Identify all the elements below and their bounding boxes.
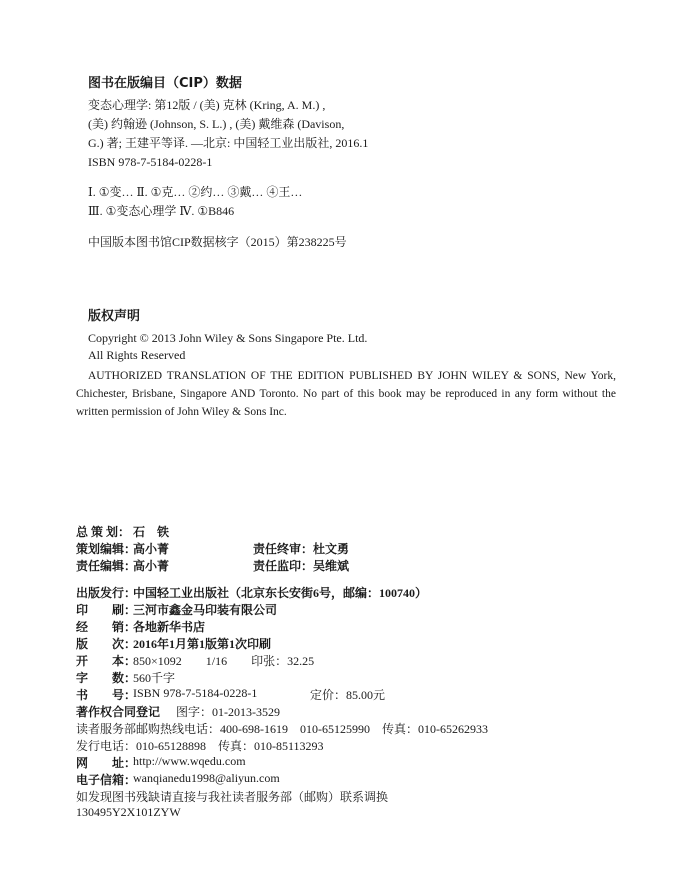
copyright-line: Copyright © 2013 John Wiley & Sons Singapore Pte. Ltd. xyxy=(88,331,368,345)
email-link[interactable]: wanqianedu1998@aliyun.com xyxy=(133,771,280,785)
chief-planner-value: 石 铁 xyxy=(133,525,170,539)
sales-phone-line: 发行电话：010-65128898 传真：010-85113293 xyxy=(76,739,324,753)
cip-number: 中国版本图书馆CIP数据核字（2015）第238225号 xyxy=(88,235,347,249)
rights-reserved-line: All Rights Reserved xyxy=(88,348,186,362)
website-link[interactable]: http://www.wqedu.com xyxy=(133,754,246,768)
planning-editor-label: 策划编辑： xyxy=(76,542,137,556)
word-count-label: 字 数： xyxy=(76,671,137,685)
book-code: 130495Y2X101ZYW xyxy=(76,805,181,819)
format-label: 开 本： xyxy=(76,654,137,668)
copyright-registration-value: 图字：01-2013-3529 xyxy=(176,705,280,719)
publisher-label: 出版发行： xyxy=(76,586,137,600)
format-value: 850×1092 1/16 印张：32.25 xyxy=(133,654,315,668)
cip-line-1: 变态心理学: 第12版 / (美) 克林 (Kring, A. M.) , xyxy=(88,98,326,112)
isbn-value: ISBN 978-7-5184-0228-1 xyxy=(133,686,258,700)
cip-line-3: G.) 著; 王建平等译. —北京: 中国轻工业出版社, 2016.1 xyxy=(88,136,369,150)
edition-value: 2016年1月第1版第1次印刷 xyxy=(133,637,272,651)
responsible-editor-value: 高小菁 xyxy=(133,559,170,573)
website-label: 网 址： xyxy=(76,756,137,770)
distributor-label: 经 销： xyxy=(76,620,137,634)
defect-notice: 如发现图书残缺请直接与我社读者服务部（邮购）联系调换 xyxy=(76,790,389,804)
copyright-heading: 版权声明 xyxy=(88,309,141,324)
price: 定价：85.00元 xyxy=(310,688,386,702)
cip-classification-2: Ⅲ. ①变态心理学 Ⅳ. ①B846 xyxy=(88,204,235,218)
planning-editor-value: 高小菁 xyxy=(133,542,170,556)
reader-service-line: 读者服务部邮购热线电话：400-698-1619 010-65125990 传真：010-65262933 xyxy=(76,722,488,736)
cip-isbn: ISBN 978-7-5184-0228-1 xyxy=(88,155,213,169)
responsible-editor-label: 责任编辑： xyxy=(76,559,137,573)
supervision-value: 吴维斌 xyxy=(313,559,350,573)
distributor-value: 各地新华书店 xyxy=(133,620,206,634)
copyright-registration-label: 著作权合同登记 xyxy=(76,705,161,719)
printer-label: 印 刷： xyxy=(76,603,137,617)
copyright-paragraph: AUTHORIZED TRANSLATION OF THE EDITION PUBLISHED BY JOHN WILEY & SONS, New York, Chichester, Brisbane, Singapore AND Toronto. No part of this book may be reproduced in any form without the written permission of John Wiley & Sons Inc. xyxy=(76,370,616,418)
isbn-label: 书 号： xyxy=(76,688,137,702)
email-label: 电子信箱： xyxy=(76,773,137,787)
final-review-label: 责任终审： xyxy=(253,542,314,556)
word-count-value: 560千字 xyxy=(133,671,176,685)
edition-label: 版 次： xyxy=(76,637,137,651)
supervision-label: 责任监印： xyxy=(253,559,314,573)
cip-heading: 图书在版编目（CIP）数据 xyxy=(88,76,242,91)
chief-planner-label: 总 策 划： xyxy=(76,525,131,539)
cip-line-2: (美) 约翰逊 (Johnson, S. L.) , (美) 戴维森 (Davison, xyxy=(88,117,345,131)
printer-value: 三河市鑫金马印装有限公司 xyxy=(133,603,278,617)
publisher-value: 中国轻工业出版社（北京东长安街6号，邮编：100740） xyxy=(133,586,428,600)
cip-classification-1: Ⅰ. ①变… Ⅱ. ①克… ②约… ③戴… ④王… xyxy=(88,185,303,199)
final-review-value: 杜文勇 xyxy=(313,542,350,556)
